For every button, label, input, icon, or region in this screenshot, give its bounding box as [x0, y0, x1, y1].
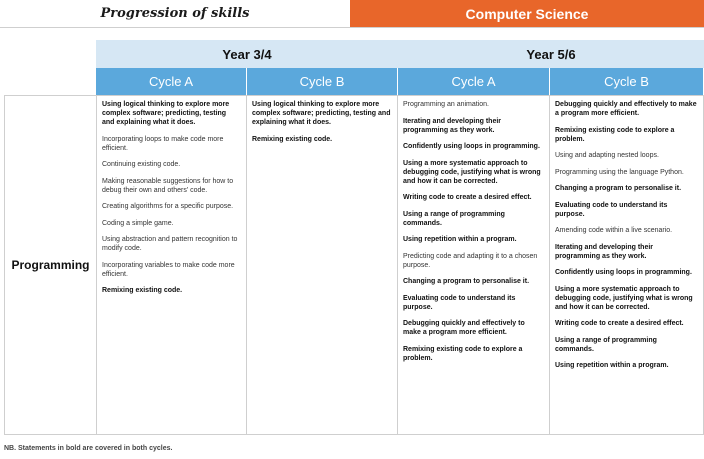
skill-statement: Debugging quickly and effectively to make a program more efficient.: [555, 101, 697, 117]
skill-statement: Using a range of programming commands.: [403, 210, 505, 227]
skills-title: Progression of skills: [100, 6, 250, 21]
skill-statement: Using logical thinking to explore more complex software; predicting, testing and explaining what it does.: [252, 101, 391, 126]
skill-statement: Using a range of programming commands.: [555, 336, 657, 353]
skill-statement: Writing code to create a desired effect.: [403, 194, 532, 201]
skill-statement: Coding a simple game.: [102, 219, 174, 227]
skill-statement: Confidently using loops in programming.: [403, 143, 540, 150]
subject-title: Computer Science: [465, 5, 589, 22]
skill-statement: Iterating and developing their programming as they work.: [555, 243, 654, 260]
year-header-5-6: Year 5/6: [398, 40, 704, 68]
year-header-3-4: Year 3/4: [96, 40, 398, 68]
skill-statement: Confidently using loops in programming.: [555, 269, 692, 276]
skill-statement: Changing a program to personalise it.: [403, 278, 530, 285]
skill-statement: Remixing existing code.: [252, 135, 333, 143]
skill-statement: Iterating and developing their programming as they work.: [403, 117, 502, 134]
cycle-header-y34-b: Cycle B: [247, 68, 398, 95]
skill-statement: Programming using the language Python.: [555, 168, 684, 176]
subject-header: [350, 0, 704, 27]
skill-statement: Using repetition within a program.: [403, 236, 517, 243]
header-divider: [0, 27, 704, 28]
cell-y34-cycle-a: [96, 95, 247, 435]
skill-statement: Writing code to create a desired effect.: [555, 320, 684, 327]
cycle-header-y34-a: Cycle A: [96, 68, 247, 95]
skill-statement: Using a more systematic approach to debugging code, justifying what is wrong and how it can be corrected.: [403, 159, 541, 185]
skill-statement: Creating algorithms for a specific purpose.: [102, 203, 234, 210]
skill-statement: Using and adapting nested loops.: [555, 152, 659, 159]
skill-statement: Making reasonable suggestions for how to debug their own and others' code.: [102, 177, 234, 194]
skill-statement: Using a more systematic approach to debugging code, justifying what is wrong and how it can be corrected.: [555, 285, 693, 311]
cell-y56-cycle-a: [398, 95, 550, 435]
skill-statement: Changing a program to personalise it.: [555, 185, 682, 192]
footnote: NB. Statements in bold are covered in both cycles.: [4, 445, 173, 452]
skill-statement: Evaluating code to understand its purpose.: [403, 294, 516, 311]
skill-statement: Remixing existing code to explore a problem.: [403, 345, 523, 362]
cell-y56-cycle-b: [550, 95, 704, 435]
skill-statement: Amending code within a live scenario.: [555, 227, 673, 234]
row-label-programming: Programming: [4, 95, 96, 435]
skill-statement: Evaluating code to understand its purpose.: [555, 201, 668, 218]
skill-statement: Programming an animation.: [403, 101, 489, 108]
skill-statement: Using logical thinking to explore more complex software; predicting, testing and explaining what it does.: [102, 101, 230, 126]
skill-statement: Remixing existing code to explore a problem.: [555, 126, 675, 143]
skill-statement: Remixing existing code.: [102, 287, 183, 294]
skill-statement: Using repetition within a program.: [555, 362, 669, 369]
cell-y34-cycle-b: [247, 95, 398, 435]
skill-statement: Incorporating loops to make code more efficient.: [102, 135, 224, 152]
cycle-header-y56-a: Cycle A: [398, 68, 550, 95]
skill-statement: Incorporating variables to make code more efficient.: [102, 261, 235, 278]
skills-header: [0, 0, 350, 27]
skill-statement: Predicting code and adapting it to a chosen purpose.: [403, 252, 538, 269]
skill-statement: Using abstraction and pattern recognition to modify code.: [102, 236, 238, 252]
skill-statement: Debugging quickly and effectively to make a program more efficient.: [403, 320, 525, 336]
cycle-header-y56-b: Cycle B: [550, 68, 704, 95]
skill-statement: Continuing existing code.: [102, 161, 181, 168]
